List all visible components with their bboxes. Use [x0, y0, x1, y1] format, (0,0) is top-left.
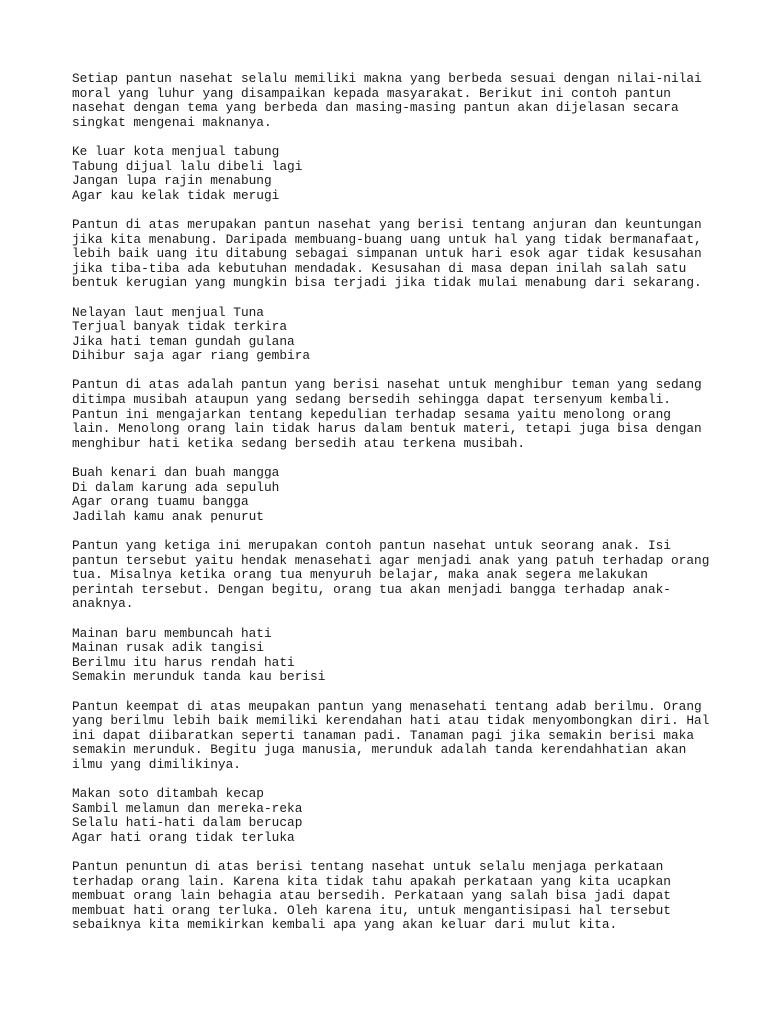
intro-paragraph [72, 72, 712, 130]
text-line: Pantun keempat di atas meupakan pantun yang menasehati tentang adab berilmu. Orang [72, 698, 702, 714]
pantun-line: Mainan baru membuncah hati [72, 625, 272, 641]
pantun-line: Sambil melamun dan mereka-reka [72, 800, 303, 816]
explanation-paragraph-3 [72, 539, 712, 612]
pantun-line: Jadilah kamu anak penurut [72, 508, 264, 524]
pantun-line: Dihibur saja agar riang gembira [72, 348, 311, 364]
text-line: menghibur hati ketika sedang bersedih atau terkena musibah. [72, 435, 526, 451]
text-line: nasehat dengan tema yang berbeda dan masing-masing pantun akan dijelasan secara [72, 100, 679, 116]
pantun-line: Agar hati orang tidak terluka [72, 829, 295, 845]
pantun-line: Selalu hati-hati dalam berucap [72, 815, 303, 831]
text-line: ditimpa musibah ataupun yang sedang bersedih sehingga dapat tersenyum kembali. [72, 392, 671, 408]
text-line: bentuk kerugian yang mungkin bisa terjadi jika tidak mulai menabung dari sekarang. [72, 275, 702, 291]
pantun-line: Berilmu itu harus rendah hati [72, 654, 295, 670]
pantun-line: Mainan rusak adik tangisi [72, 640, 264, 656]
pantun-4 [72, 627, 712, 685]
text-line: semakin merunduk. Begitu juga manusia, merunduk adalah tanda kerendahhatian akan [72, 742, 687, 758]
text-line: terhadap orang lain. Karena kita tidak tahu apakah perkataan yang kita ucapkan [72, 873, 671, 889]
text-line: Pantun yang ketiga ini merupakan contoh pantun nasehat untuk seorang anak. Isi [72, 538, 671, 553]
explanation-paragraph-5 [72, 860, 712, 933]
text-line: perintah tersebut. Dengan begitu, orang tua akan menjadi bangga terhadap anak- [72, 581, 671, 597]
text-line: Pantun ini mengajarkan tentang kepedulian terhadap sesama yaitu menolong orang [72, 406, 671, 422]
text-line: anaknya. [72, 596, 134, 612]
text-line: Pantun di atas adalah pantun yang berisi nasehat untuk menghibur teman yang sedang [72, 377, 702, 393]
pantun-line: Semakin merunduk tanda kau berisi [72, 669, 326, 685]
text-line: sebaiknya kita memikirkan kembali apa yang akan keluar dari mulut kita. [72, 917, 618, 933]
text-line: pantun tersebut yaitu hendak menasehati agar menjadi anak yang patuh terhadap orang [72, 552, 710, 568]
text-line: lebih baik uang itu ditabung sebagai simpanan untuk hari esok agar tidak kesusahan [72, 246, 702, 262]
text-line: ilmu yang dimilikinya. [72, 756, 241, 772]
pantun-2 [72, 306, 712, 364]
text-line: tua. Misalnya ketika orang tua menyuruh belajar, maka anak segera melakukan [72, 567, 648, 583]
pantun-line: Terjual banyak tidak terkira [72, 319, 288, 335]
explanation-paragraph-4 [72, 700, 712, 773]
pantun-line: Agar kau kelak tidak merugi [72, 187, 280, 203]
pantun-5 [72, 787, 712, 845]
text-line: membuat hati orang terluka. Oleh karena itu, untuk mengantisipasi hal tersebut [72, 902, 671, 918]
text-line: jika kita menabung. Daripada membuang-buang uang untuk hal yang tidak bermanafaat, [72, 231, 702, 247]
pantun-line: Nelayan laut menjual Tuna [72, 304, 264, 320]
text-line: lain. Menolong orang lain tidak harus dalam bentuk materi, tetapi juga bisa dengan [72, 421, 702, 437]
pantun-line: Ke luar kota menjual tabung [72, 143, 280, 159]
text-line: Setiap pantun nasehat selalu memiliki makna yang berbeda sesuai dengan nilai-nilai [72, 71, 702, 86]
pantun-3 [72, 466, 712, 524]
explanation-paragraph-1 [72, 218, 712, 291]
document-page [72, 72, 712, 948]
pantun-1 [72, 145, 712, 203]
text-line: jika tiba-tiba ada kebutuhan mendadak. Kesusahan di masa depan inilah salah satu [72, 260, 687, 276]
pantun-line: Jangan lupa rajin menabung [72, 173, 272, 189]
pantun-line: Tabung dijual lalu dibeli lagi [72, 158, 303, 174]
text-line: Pantun penuntun di atas berisi tentang nasehat untuk selalu menjaga perkataan [72, 859, 664, 875]
pantun-line: Di dalam karung ada sepuluh [72, 479, 280, 495]
text-line: membuat orang lain behagia atau bersedih. Perkataan yang salah bisa jadi dapat [72, 888, 671, 904]
pantun-line: Agar orang tuamu bangga [72, 494, 249, 510]
pantun-line: Buah kenari dan buah mangga [72, 465, 280, 481]
explanation-paragraph-2 [72, 378, 712, 451]
pantun-line: Jika hati teman gundah gulana [72, 333, 295, 349]
pantun-line: Makan soto ditambah kecap [72, 786, 264, 802]
text-line: yang berilmu lebih baik memiliki kerendahan hati atau tidak menyombongkan diri. Hal [72, 713, 710, 729]
text-line: singkat mengenai maknanya. [72, 114, 272, 130]
text-line: ini dapat diibaratkan seperti tanaman padi. Tanaman pagi jika semakin berisi maka [72, 727, 695, 743]
text-line: Pantun di atas merupakan pantun nasehat yang berisi tentang anjuran dan keuntungan [72, 216, 702, 232]
text-line: moral yang luhur yang disampaikan kepada masyarakat. Berikut ini contoh pantun [72, 85, 671, 101]
